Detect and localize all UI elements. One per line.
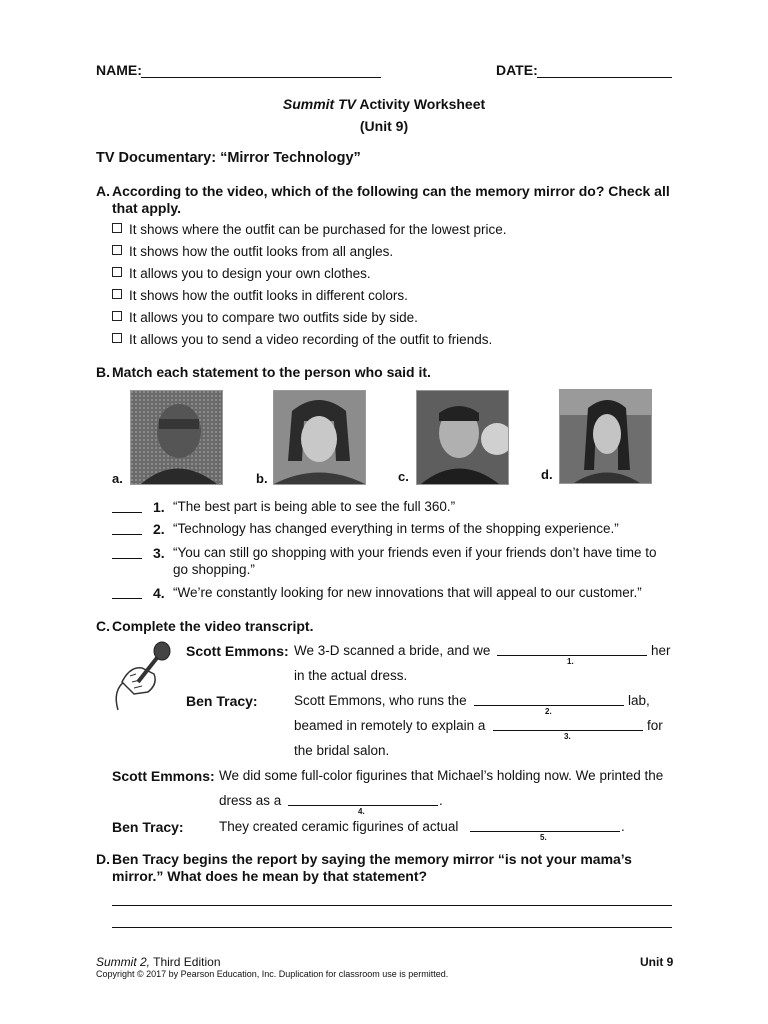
transcript-text: for — [647, 718, 663, 733]
edition-label: Third Edition — [150, 955, 221, 969]
transcript-text: the bridal salon. — [294, 743, 390, 758]
answer-blank-3[interactable] — [112, 558, 142, 559]
option-label: It shows how the outfit looks in different colors. — [129, 288, 408, 303]
title-rest: Activity Worksheet — [355, 96, 486, 112]
photo-a — [130, 390, 223, 485]
section-b-letter: B. — [96, 364, 110, 380]
checkbox[interactable] — [112, 311, 122, 321]
answer-blank-2[interactable] — [112, 534, 142, 535]
photo-c — [416, 390, 509, 485]
blank-number: 2. — [545, 707, 552, 716]
page-title — [0, 96, 768, 112]
date-label: DATE: — [496, 62, 538, 78]
blank-number: 5. — [540, 833, 547, 842]
copyright: Copyright © 2017 by Pearson Education, Inc. Duplication for classroom use is permitted. — [96, 969, 449, 979]
photo-label-b: b. — [256, 471, 268, 486]
section-d-question-line1: Ben Tracy begins the report by saying the memory mirror “is not your mama’s — [112, 851, 632, 867]
transcript-text: beamed in remotely to explain a — [294, 718, 486, 733]
checkbox[interactable] — [112, 333, 122, 343]
photo-d — [559, 389, 652, 484]
option-item[interactable] — [112, 266, 371, 281]
option-label: It shows how the outfit looks from all angles. — [129, 244, 394, 259]
option-label: It allows you to send a video recording of the outfit to friends. — [129, 332, 493, 347]
transcript-text: lab, — [628, 693, 650, 708]
photo-label-a: a. — [112, 471, 123, 486]
woman-portrait-d — [560, 390, 651, 483]
transcript-text: dress as a — [219, 793, 282, 808]
man-portrait-c — [417, 391, 508, 484]
answer-line[interactable] — [112, 905, 672, 906]
photo-b — [273, 390, 366, 485]
option-label: It allows you to compare two outfits side by side. — [129, 310, 418, 325]
transcript-blank-3[interactable] — [493, 730, 643, 731]
woman-portrait-b — [274, 391, 365, 484]
option-item[interactable] — [112, 288, 408, 303]
section-d-question-line2: mirror.” What does he mean by that statement? — [112, 868, 428, 884]
microphone-icon — [108, 640, 178, 715]
statement-num: 3. — [153, 545, 165, 561]
transcript-text: . — [439, 793, 443, 808]
transcript-blank-4[interactable] — [288, 805, 438, 806]
footer-unit: Unit 9 — [640, 955, 674, 969]
transcript-text: We 3-D scanned a bride, and we — [294, 643, 491, 658]
speaker-ben-tracy: Ben Tracy: — [186, 693, 258, 709]
section-d-letter: D. — [96, 851, 110, 867]
statement-text-cont: go shopping.” — [173, 562, 255, 577]
answer-line[interactable] — [112, 927, 672, 928]
section-c-letter: C. — [96, 618, 110, 634]
transcript-blank-5[interactable] — [470, 831, 620, 832]
transcript-blank-2[interactable] — [474, 705, 624, 706]
transcript-text: Scott Emmons, who runs the — [294, 693, 467, 708]
statement-num: 4. — [153, 585, 165, 601]
statement-text: “The best part is being able to see the full 360.” — [173, 499, 456, 514]
answer-blank-4[interactable] — [112, 598, 142, 599]
statement-text: “We’re constantly looking for new innovations that will appeal to our customer.” — [173, 585, 642, 600]
checkbox[interactable] — [112, 223, 122, 233]
name-field[interactable] — [141, 77, 381, 78]
transcript-text: her — [651, 643, 671, 658]
photo-label-c: c. — [398, 469, 409, 484]
book-title: Summit 2, — [96, 955, 151, 969]
statement-num: 2. — [153, 521, 165, 537]
speaker-ben-tracy: Ben Tracy: — [112, 819, 184, 835]
option-item[interactable] — [112, 332, 492, 347]
option-item[interactable] — [112, 244, 393, 259]
photo-label-d: d. — [541, 467, 553, 482]
blank-number: 1. — [567, 657, 574, 666]
speaker-scott-emmons: Scott Emmons: — [186, 643, 289, 659]
checkbox[interactable] — [112, 267, 122, 277]
section-a-letter: A. — [96, 183, 110, 199]
transcript-blank-1[interactable] — [497, 655, 647, 656]
unit-title: (Unit 9) — [359, 118, 409, 134]
statement-text: “Technology has changed everything in terms of the shopping experience.” — [173, 521, 619, 536]
date-field[interactable] — [537, 77, 672, 78]
checkbox[interactable] — [112, 289, 122, 299]
transcript-text: . — [621, 819, 625, 834]
answer-blank-1[interactable] — [112, 512, 142, 513]
transcript-text: They created ceramic figurines of actual — [219, 819, 459, 834]
option-item[interactable] — [112, 310, 418, 325]
series-title: Summit TV — [282, 96, 356, 112]
documentary-title: TV Documentary: “Mirror Technology” — [96, 150, 361, 166]
name-label: NAME: — [96, 62, 142, 78]
footer-book — [96, 955, 221, 969]
blank-number: 4. — [358, 807, 365, 816]
section-a-question-line1: According to the video, which of the following can the memory mirror do? Check all — [112, 183, 670, 199]
statement-num: 1. — [153, 499, 165, 515]
section-b-instruction: Match each statement to the person who said it. — [112, 364, 431, 380]
transcript-text: We did some full-color figurines that Michael’s holding now. We printed the — [219, 768, 664, 783]
option-label: It shows where the outfit can be purchased for the lowest price. — [129, 222, 507, 237]
option-label: It allows you to design your own clothes. — [129, 266, 371, 281]
statement-text: “You can still go shopping with your friends even if your friends don’t have time to — [173, 545, 657, 560]
blank-number: 3. — [564, 732, 571, 741]
transcript-text: in the actual dress. — [294, 668, 408, 683]
option-item[interactable] — [112, 222, 506, 237]
section-a-question-line2: that apply. — [112, 200, 181, 216]
speaker-scott-emmons: Scott Emmons: — [112, 768, 215, 784]
checkbox[interactable] — [112, 245, 122, 255]
section-c-instruction: Complete the video transcript. — [112, 618, 314, 634]
man-portrait-a — [131, 391, 222, 484]
